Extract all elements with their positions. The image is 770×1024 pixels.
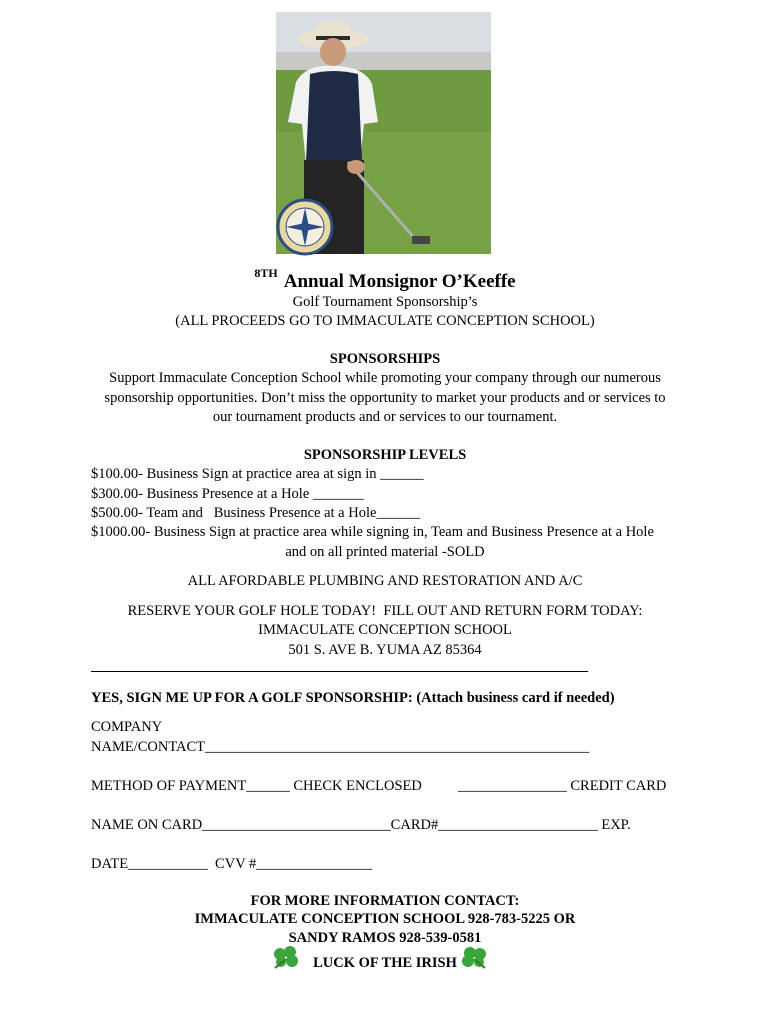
name-contact-field[interactable]: NAME/CONTACT_____________________________________________________ <box>91 739 590 755</box>
level-1000-continuation: and on all printed material -SOLD <box>285 544 485 560</box>
luck-of-the-irish: LUCK OF THE IRISH <box>313 955 457 971</box>
credit-card-field[interactable]: _______________ CREDIT CARD <box>458 778 667 794</box>
sponsorships-heading: SPONSORSHIPS <box>329 351 441 367</box>
golfer-photo <box>276 12 491 254</box>
signup-heading: YES, SIGN ME UP FOR A GOLF SPONSORSHIP: (Attach business card if needed) <box>91 690 615 706</box>
date-cvv-field[interactable]: DATE___________ CVV #________________ <box>91 856 373 872</box>
reserve-line-1: RESERVE YOUR GOLF HOLE TODAY! FILL OUT AND RETURN FORM TODAY: <box>127 603 643 619</box>
sponsorships-line-2: sponsorship opportunities. Don’t miss the opportunity to market your products and or services to <box>104 390 666 406</box>
sponsor-name: ALL AFORDABLE PLUMBING AND RESTORATION AND A/C <box>187 573 583 589</box>
card-details-field[interactable]: NAME ON CARD__________________________CARD#______________________ EXP. <box>91 817 631 833</box>
school-seal-icon <box>276 198 334 256</box>
sponsorships-line-1: Support Immaculate Conception School while promoting your company through our numerous <box>109 370 661 386</box>
company-label: COMPANY <box>91 719 163 735</box>
title-superscript: 8TH <box>254 266 278 280</box>
contact-heading: FOR MORE INFORMATION CONTACT: <box>250 893 520 909</box>
payment-method-field[interactable]: METHOD OF PAYMENT______ CHECK ENCLOSED <box>91 778 422 794</box>
sponsorships-line-3: our tournament products and or services to our tournament. <box>212 409 558 425</box>
levels-heading: SPONSORSHIP LEVELS <box>303 447 467 463</box>
proceeds-note: (ALL PROCEEDS GO TO IMMACULATE CONCEPTION SCHOOL) <box>175 313 595 329</box>
level-100: $100.00- Business Sign at practice area at sign in ______ <box>91 466 424 482</box>
page-title <box>0 266 770 293</box>
contact-school: IMMACULATE CONCEPTION SCHOOL 928-783-5225 OR <box>194 911 576 927</box>
shamrock-icon <box>458 945 490 969</box>
shamrock-icon <box>270 945 302 969</box>
level-300: $300.00- Business Presence at a Hole _______ <box>91 486 364 502</box>
reserve-line-2: IMMACULATE CONCEPTION SCHOOL <box>258 622 512 638</box>
level-500: $500.00- Team and Business Presence at a Hole______ <box>91 505 420 521</box>
level-1000: $1000.00- Business Sign at practice area while signing in, Team and Business Presence at a Hole <box>91 524 654 540</box>
subtitle: Golf Tournament Sponsorship’s <box>292 294 478 310</box>
title-main: Annual Monsignor O’Keeffe <box>283 271 516 292</box>
reserve-line-3: 501 S. AVE B. YUMA AZ 85364 <box>288 642 482 658</box>
divider <box>91 671 588 672</box>
contact-person: SANDY RAMOS 928-539-0581 <box>288 930 482 946</box>
